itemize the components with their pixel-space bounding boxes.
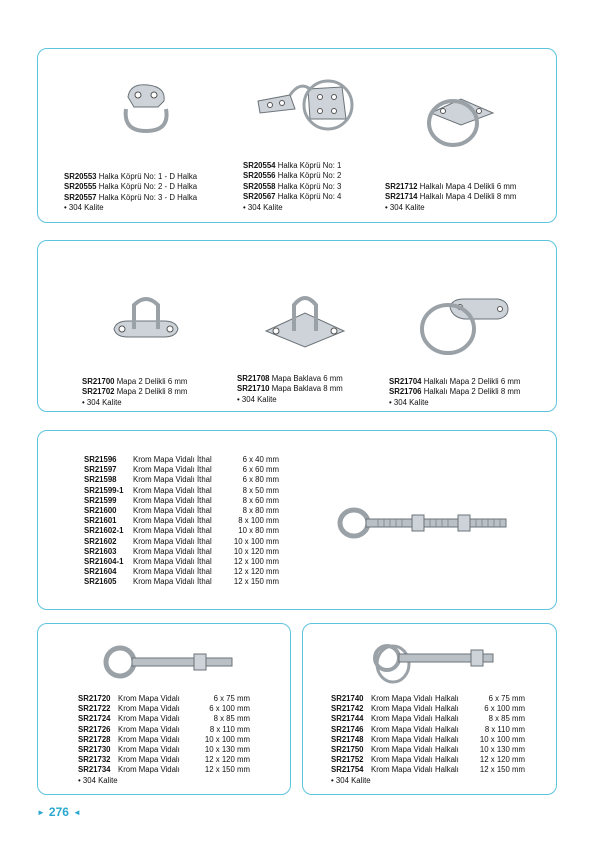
quality-note: • 304 Kalite [389, 397, 429, 407]
cell-code: SR21740 [331, 694, 364, 703]
product-group-mapa-diamond [237, 374, 343, 405]
cell-desc: Krom Mapa Vidalı Halkalı [371, 714, 459, 724]
quality-note: • 304 Kalite [331, 775, 371, 785]
cell-code: SR21730 [78, 745, 111, 755]
cell-code: SR21728 [78, 734, 111, 744]
product-group-ring-2-hole [389, 377, 520, 408]
cell-size: 10 x 80 mm [238, 526, 279, 536]
table-row [78, 704, 250, 714]
quality-note: • 304 Kalite [64, 203, 104, 213]
cell-code: SR21600 [84, 506, 117, 516]
product-line: SR21708 Mapa Baklava 6 mm [237, 374, 343, 383]
cell-size: 6 x 75 mm [213, 694, 250, 703]
product-group-ring-bridge [243, 161, 341, 213]
cell-size: 8 x 50 mm [242, 485, 279, 495]
cell-code: SR21724 [78, 714, 111, 724]
table-row [331, 745, 525, 755]
product-group-d-ring [64, 172, 197, 214]
cell-size: 6 x 100 mm [209, 704, 250, 714]
cell-size: 12 x 150 mm [479, 765, 525, 775]
chrome-eye-bolt-image [334, 499, 514, 549]
cell-code: SR21602 [84, 536, 117, 546]
cell-size: 10 x 130 mm [479, 745, 525, 755]
table-row [84, 526, 279, 536]
product-panel-1 [37, 48, 557, 223]
quality-note: • 304 Kalite [243, 202, 283, 212]
cell-code: SR21734 [78, 765, 111, 775]
cell-code: SR21599 [84, 495, 117, 505]
cell-desc: Krom Mapa Vidalı İthal [133, 465, 212, 475]
cell-desc: Krom Mapa Vidalı İthal [133, 526, 212, 536]
arrow-left-icon: ◄ [72, 807, 81, 817]
cell-code: SR21748 [331, 734, 364, 744]
cell-code: SR21744 [331, 714, 364, 724]
cell-code: SR21754 [331, 765, 364, 775]
table-row [78, 725, 250, 735]
cell-desc: Krom Mapa Vidalı [118, 734, 180, 744]
table-row [78, 755, 250, 765]
product-line: SR20567 Halka Köprü No: 4 [243, 192, 342, 202]
cell-desc: Krom Mapa Vidalı [118, 714, 180, 724]
table-row [84, 455, 279, 465]
cell-desc: Krom Mapa Vidalı Halkalı [371, 724, 459, 734]
table-row [84, 577, 279, 587]
ring-bridge-plate-image [250, 79, 360, 134]
cell-code: SR21602-1 [84, 526, 124, 536]
cell-desc: Krom Mapa Vidalı İthal [133, 557, 212, 567]
product-panel-4 [37, 623, 291, 795]
product-panel-5 [302, 623, 557, 795]
cell-size: 10 x 130 mm [204, 745, 250, 755]
product-group-mapa-2-hole [82, 377, 187, 408]
cell-size: 6 x 100 mm [484, 704, 525, 714]
cell-code: SR21604 [84, 567, 117, 577]
cell-desc: Krom Mapa Vidalı İthal [133, 475, 212, 485]
cell-code: SR21603 [84, 546, 117, 556]
table-row [84, 516, 279, 526]
cell-code: SR21746 [331, 724, 364, 734]
cell-desc: Krom Mapa Vidalı İthal [133, 546, 212, 556]
cell-code: SR21742 [331, 704, 364, 714]
table-row [84, 537, 279, 547]
cell-size: 10 x 100 mm [479, 734, 525, 744]
cell-code: SR21596 [84, 455, 117, 464]
quality-note: • 304 Kalite [237, 394, 277, 404]
cell-size: 10 x 100 mm [233, 536, 279, 546]
product-line: SR20555 Halka Köprü No: 2 - D Halka [64, 182, 198, 192]
cell-desc: Krom Mapa Vidalı İthal [133, 485, 212, 495]
cell-size: 12 x 120 mm [479, 755, 525, 765]
product-line: SR20556 Halka Köprü No: 2 [243, 171, 342, 181]
page-number-text: 276 [48, 805, 69, 819]
cell-size: 8 x 85 mm [213, 714, 250, 724]
cell-size: 8 x 110 mm [209, 724, 250, 734]
table-row [78, 765, 250, 775]
cell-desc: Krom Mapa Vidalı [118, 724, 180, 734]
table-row [84, 567, 279, 577]
mapa-diamond-image [260, 291, 350, 349]
quality-note: • 304 Kalite [385, 202, 425, 212]
cell-size: 6 x 75 mm [488, 694, 525, 703]
quality-note: • 304 Kalite [82, 397, 122, 407]
table-row [331, 725, 525, 735]
cell-size: 12 x 150 mm [233, 577, 279, 587]
krom-mapa-vidali-table [78, 694, 250, 786]
cell-size: 10 x 100 mm [204, 734, 250, 744]
cell-desc: Krom Mapa Vidalı İthal [133, 455, 212, 464]
product-line: SR20554 Halka Köprü No: 1 [243, 161, 342, 170]
cell-size: 12 x 100 mm [233, 557, 279, 567]
cell-code: SR21752 [331, 755, 364, 765]
table-row [84, 557, 279, 567]
product-line: SR20557 Halka Köprü No: 3 - D Halka [64, 192, 198, 202]
ring-plate-2-hole-image [412, 289, 517, 359]
cell-desc: Krom Mapa Vidalı İthal [133, 506, 212, 516]
cell-code: SR21750 [331, 745, 364, 755]
cell-size: 8 x 80 mm [242, 506, 279, 516]
cell-desc: Krom Mapa Vidalı İthal [133, 495, 212, 505]
cell-size: 12 x 120 mm [233, 567, 279, 577]
eye-bolt-with-ring-image [367, 638, 497, 688]
table-row [331, 704, 525, 714]
cell-code: SR21604-1 [84, 557, 124, 567]
product-line: SR21714 Halkalı Mapa 4 Delikli 8 mm [385, 192, 517, 202]
cell-code: SR21722 [78, 704, 111, 714]
cell-size: 8 x 100 mm [238, 516, 279, 526]
krom-mapa-ithal-table [84, 455, 279, 588]
cell-size: 10 x 120 mm [233, 546, 279, 556]
product-line: SR21706 Halkalı Mapa 2 Delikli 8 mm [389, 387, 521, 397]
cell-size: 6 x 40 mm [242, 455, 279, 464]
table-row [331, 765, 525, 775]
mapa-2-hole-image [106, 291, 186, 353]
d-ring-plate-image [108, 79, 183, 139]
cell-code: SR21605 [84, 577, 117, 587]
cell-desc: Krom Mapa Vidalı İthal [133, 516, 212, 526]
table-row [84, 486, 279, 496]
cell-desc: Krom Mapa Vidalı İthal [133, 567, 212, 577]
table-row [331, 694, 525, 704]
product-line: SR21710 Mapa Baklava 8 mm [237, 384, 343, 394]
product-panel-2 [37, 240, 557, 412]
cell-desc: Krom Mapa Vidalı Halkalı [371, 694, 459, 703]
cell-code: SR21732 [78, 755, 111, 765]
product-panel-3 [37, 430, 557, 610]
product-line: SR20553 Halka Köprü No: 1 - D Halka [64, 172, 198, 181]
ring-plate-4-hole-image [413, 91, 508, 151]
table-row [78, 714, 250, 724]
product-group-ring-4-hole [385, 182, 516, 213]
table-row [78, 694, 250, 704]
cell-code: SR21597 [84, 465, 117, 475]
cell-desc: Krom Mapa Vidalı [118, 704, 180, 714]
cell-size: 12 x 150 mm [204, 765, 250, 775]
product-line: SR20558 Halka Köprü No: 3 [243, 181, 342, 191]
cell-size: 8 x 110 mm [484, 724, 525, 734]
cell-desc: Krom Mapa Vidalı Halkalı [371, 704, 459, 714]
cell-code: SR21601 [84, 516, 117, 526]
cell-desc: Krom Mapa Vidalı İthal [133, 536, 212, 546]
cell-desc: Krom Mapa Vidalı [118, 765, 180, 775]
table-row [84, 506, 279, 516]
cell-desc: Krom Mapa Vidalı [118, 745, 180, 755]
cell-size: 8 x 85 mm [488, 714, 525, 724]
table-row [84, 496, 279, 506]
table-row [78, 735, 250, 745]
cell-desc: Krom Mapa Vidalı Halkalı [371, 765, 459, 775]
cell-size: 12 x 120 mm [204, 755, 250, 765]
cell-desc: Krom Mapa Vidalı İthal [133, 577, 212, 587]
cell-size: 6 x 80 mm [242, 475, 279, 485]
cell-size: 6 x 60 mm [242, 465, 279, 475]
cell-code: SR21726 [78, 724, 111, 734]
eye-bolt-image [98, 640, 238, 685]
cell-desc: Krom Mapa Vidalı Halkalı [371, 734, 459, 744]
product-line: SR21702 Mapa 2 Delikli 8 mm [82, 387, 188, 397]
cell-size: 8 x 60 mm [242, 495, 279, 505]
cell-code: SR21598 [84, 475, 117, 485]
cell-desc: Krom Mapa Vidalı [118, 755, 180, 765]
table-row [84, 465, 279, 475]
table-row [331, 714, 525, 724]
table-row [84, 475, 279, 485]
product-line: SR21704 Halkalı Mapa 2 Delikli 6 mm [389, 377, 521, 386]
page-number [37, 805, 81, 819]
krom-mapa-vidali-halkali-table [331, 694, 525, 786]
cell-desc: Krom Mapa Vidalı Halkalı [371, 745, 459, 755]
cell-code: SR21599-1 [84, 485, 124, 495]
table-row [331, 755, 525, 765]
arrow-right-icon: ► [37, 807, 45, 817]
table-row [84, 547, 279, 557]
table-row [78, 745, 250, 755]
cell-code: SR21720 [78, 694, 111, 703]
quality-note: • 304 Kalite [78, 775, 118, 785]
product-line: SR21700 Mapa 2 Delikli 6 mm [82, 377, 188, 386]
table-row [331, 735, 525, 745]
cell-desc: Krom Mapa Vidalı Halkalı [371, 755, 459, 765]
product-line: SR21712 Halkalı Mapa 4 Delikli 6 mm [385, 182, 517, 191]
cell-desc: Krom Mapa Vidalı [118, 694, 180, 703]
